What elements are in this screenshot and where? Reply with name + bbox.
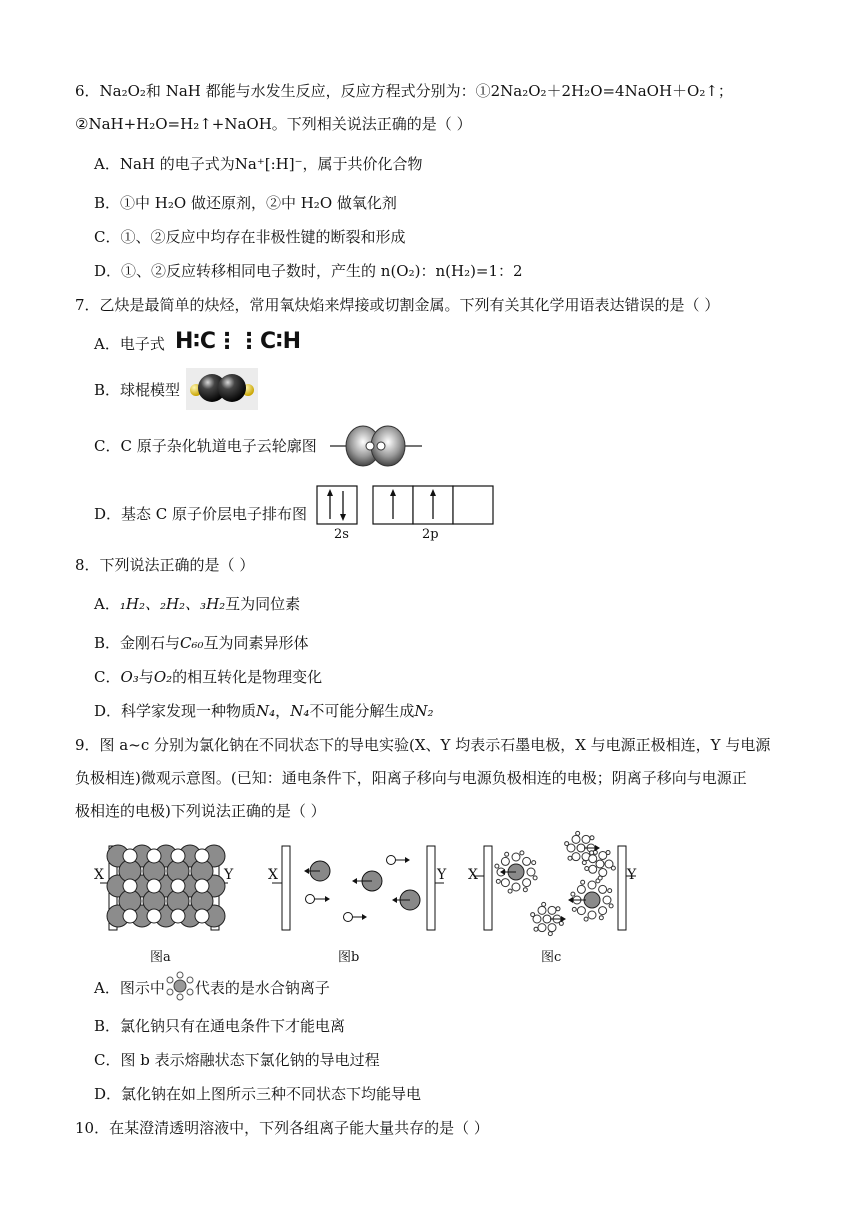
q9-option-d: D．氯化钠在如上图所示三种不同状态下均能导电 bbox=[94, 1085, 422, 1103]
fig-b-electrode-x-label: X bbox=[268, 867, 278, 883]
q6-option-a: A．NaH 的电子式为Na⁺[:H]⁻，属于共价化合物 bbox=[94, 155, 423, 173]
fig-c-caption: 图c bbox=[541, 950, 562, 965]
ion-direction-arrowhead bbox=[595, 845, 600, 851]
lattice-small-ion bbox=[123, 909, 137, 923]
lattice-small-ion bbox=[147, 849, 161, 863]
fig-c-electrode-x-label: X bbox=[468, 867, 478, 883]
fig-a-caption: 图a bbox=[150, 950, 171, 965]
q9-stem-line3: 极相连的电极)下列说法正确的是（ ） bbox=[75, 802, 326, 820]
ion-direction-arrowhead bbox=[561, 916, 566, 922]
fig-b-caption: 图b bbox=[338, 950, 360, 965]
q8-d-mid: ， bbox=[275, 702, 291, 720]
q7-electron-formula: H∶C⋮⋮C∶H bbox=[175, 329, 302, 354]
q8-c-prefix: C． bbox=[94, 668, 121, 686]
q9-a-suffix: 代表的是水合钠离子 bbox=[194, 979, 330, 997]
fig-b-electrode-y-label: Y bbox=[437, 867, 447, 883]
q8-b-prefix: B．金刚石与 bbox=[94, 634, 181, 652]
lattice-small-ion bbox=[171, 909, 185, 923]
q6-option-b: B．①中 H₂O 做还原剂，②中 H₂O 做氧化剂 bbox=[94, 194, 397, 212]
lattice-small-ion bbox=[195, 879, 209, 893]
orbital-label-2p: 2p bbox=[422, 527, 439, 542]
q9-option-a bbox=[94, 977, 330, 1001]
q7-option-a: A．电子式 bbox=[94, 335, 165, 353]
q7-option-d: D．基态 C 原子价层电子排布图 bbox=[94, 505, 308, 523]
q8-d-mid2: 不可能分解生成 bbox=[309, 702, 415, 720]
q6-stem-line1: 6．Na₂O₂和 NaH 都能与水发生反应，反应方程式分别为：①2Na₂O₂＋2H₂O=4NaOH＋O₂↑； bbox=[75, 82, 733, 100]
q8-b-formula: C₆₀ bbox=[180, 634, 204, 652]
q6-option-d: D．①、②反应转移相同电子数时，产生的 n(O₂)：n(H₂)=1：2 bbox=[94, 262, 523, 280]
figure-b-molten-nacl bbox=[262, 840, 452, 938]
q8-a-suffix: 互为同位素 bbox=[225, 595, 301, 613]
q8-option-b bbox=[94, 633, 309, 653]
lattice-small-ion bbox=[123, 849, 137, 863]
q8-option-d bbox=[94, 701, 433, 721]
orbital-label-2s: 2s bbox=[334, 527, 349, 542]
q9-a-prefix: A．图示中 bbox=[94, 979, 165, 997]
q8-c-formula2: O₂ bbox=[153, 668, 173, 686]
lattice-small-ion bbox=[171, 879, 185, 893]
q8-d-prefix: D．科学家发现一种物质 bbox=[94, 702, 257, 720]
lattice-small-ion bbox=[147, 909, 161, 923]
q9-stem-line2: 负极相连)微观示意图。(已知：通电条件下，阳离子移向与电源负极相连的电极；阴离子移向与电源正 bbox=[75, 769, 747, 787]
acetylene-ball-stick-model bbox=[186, 368, 258, 410]
fig-c-electrode-y-label: Y bbox=[627, 867, 637, 883]
hydrated-ion-icon bbox=[165, 971, 195, 1001]
lattice-small-ion bbox=[195, 909, 209, 923]
q8-c-suffix: 的相互转化是物理变化 bbox=[172, 668, 323, 686]
lattice-small-ion bbox=[171, 849, 185, 863]
q8-option-a bbox=[94, 594, 300, 614]
ion-direction-arrowhead bbox=[568, 897, 573, 903]
q8-option-c bbox=[94, 667, 322, 687]
q8-c-formula1: O₃ bbox=[120, 668, 139, 686]
q8-a-formula: ₁H₂、₂H₂、₃H₂ bbox=[119, 595, 226, 613]
q6-stem-line2: ②NaH+H₂O=H₂↑+NaOH。下列相关说法正确的是（ ） bbox=[75, 115, 472, 133]
sp-hybrid-orbital-diagram bbox=[330, 424, 422, 468]
lattice-small-ion bbox=[123, 879, 137, 893]
q9-option-b: B．氯化钠只有在通电条件下才能电离 bbox=[94, 1017, 346, 1035]
q8-d-formula2: N₄ bbox=[290, 702, 310, 720]
lattice-small-ion bbox=[195, 849, 209, 863]
q9-stem-line1: 9．图 a~c 分别为氯化钠在不同状态下的导电实验(X、Y 均表示石墨电极，X 与电源正极相连，Y 与电源 bbox=[75, 736, 771, 754]
q7-option-c: C．C 原子杂化轨道电子云轮廓图 bbox=[94, 437, 317, 455]
q6-option-c: C．①、②反应中均存在非极性键的断裂和形成 bbox=[94, 228, 406, 246]
q7-stem: 7．乙炔是最简单的炔烃，常用氧炔焰来焊接或切割金属。下列有关其化学用语表达错误的是（ ） bbox=[75, 296, 720, 314]
q8-c-mid: 与 bbox=[138, 668, 154, 686]
q8-d-formula3: N₂ bbox=[414, 702, 434, 720]
lattice-small-ion bbox=[147, 879, 161, 893]
q8-b-suffix: 互为同素异形体 bbox=[203, 634, 309, 652]
q9-option-c: C．图 b 表示熔融状态下氯化钠的导电过程 bbox=[94, 1051, 380, 1069]
orbital-box-diagram bbox=[316, 485, 496, 525]
q7-option-b: B．球棍模型 bbox=[94, 381, 181, 399]
q8-d-formula1: N₄ bbox=[256, 702, 276, 720]
figure-c-nacl-solution bbox=[466, 826, 646, 938]
q10-stem: 10．在某澄清透明溶液中，下列各组离子能大量共存的是（ ） bbox=[75, 1119, 489, 1137]
fig-a-electrode-y-label: Y bbox=[224, 867, 234, 883]
fig-a-electrode-x-label: X bbox=[94, 867, 104, 883]
q8-stem: 8．下列说法正确的是（ ） bbox=[75, 556, 255, 574]
figure-a-solid-nacl bbox=[90, 840, 240, 938]
q8-a-prefix: A． bbox=[94, 595, 120, 613]
